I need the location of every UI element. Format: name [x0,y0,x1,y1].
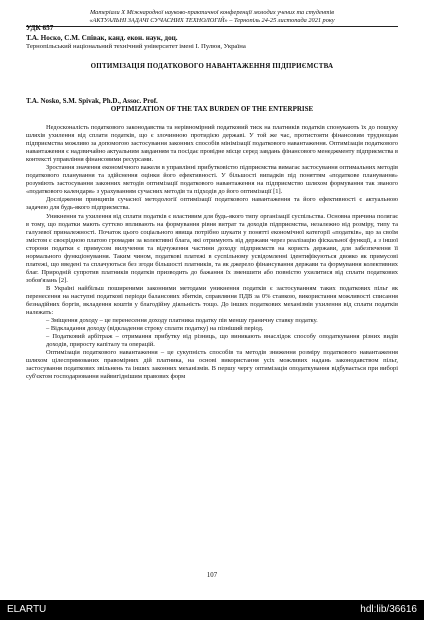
paragraph: Зростання значення економічного важеля в управлінні прибутковістю підприємства вимагає застосування оптимальних методів податкового планування та здійснення оцінки його ефективності. У більшості випадків під поняттям «податкове планування» розуміють застосування законних методів оптимізації податкового навантаження на підприємство шляхом формування так званого «податкового календаря» з урахуванням сучасних методів та підходів до його оптимізації [1]. [26,164,398,196]
paragraph: В Україні найбільш поширеними законними методами уникнення податків є застосуванням таких податкових пільг як перенесення на наступні податкові періоди балансових збитків, справляння ПДВ за 0% ставкою, використання можливості списання безнадійних боргів, вкладення коштів у благодійну діяльність тощо. До інших податкових механізмів ухилення від сплати податків належать: [26,284,398,317]
repository-footer [0,600,424,620]
authors-en: T.A. Nosko, S.M. Spivak, Ph.D., Assoc. Prof. [26,97,158,105]
header-line-2: «АКТУАЛЬНІ ЗАДАЧІ СУЧАСНИХ ТЕХНОЛОГІЙ» – Тернопіль 24-25 листопада 2021 року [89,16,335,24]
paragraph: Дослідження принципів сучасної методології оптимізації податкового навантаження та його ефективності є актуальною задачею для будь-якого підприємства. [26,196,398,212]
list-item: – Зміщення доходу – це перенесення доходу платника податку пів меншу граничну ставку податку. [46,317,318,325]
body-text [26,124,398,382]
paragraph: Уникнення та ухилення від сплати податків є властивим для будь-якого типу організації суспільства. Основна причина полягає в тому, що податки мають суттєво впливають на формування рівня витрат та доходів підприємства, незалежно від розміру, типу та галузевої приналежності. Початок цього соціального явища потрібно шукати у понятті економічної категорії «податків», що за своїм змістом є своєрідною платою громадян за колективні блага, які отримують від держави через реалізацію фіскальної функції, а з іншої сторони податки є примусом вилучення та відчуження частини доходу підприємств на користь держави, для забезпечення її нормального функціонування. Таким чином, податкові платежі в суспільному усвідомленні ідентифікуються двояко як примусові платежі, що введені та сплачуються без згоди більшості платників, та як джерело фінансування держави та формування колективних благ. Природній супротив платників податків призводить до бажання їх зменшити або повністю ухилитися від сплати податкових зобов'язань [2]. [26,212,398,284]
paper-title-ua: ОПТИМІЗАЦІЯ ПОДАТКОВОГО НАВАНТАЖЕННЯ ПІДПРИЄМСТВА [90,62,334,70]
paragraph: Недосконалість податкового законодавства та нерівномірний податковий тиск на платників податків спонукають їх до пошуку шляхів ухилення від сплати податків, що є злочинною протидією державі. У той же час, протистояти фінансовим труднощам підприємства можливо за допомогою застосування законних способів мінімізації податкового навантаження. Оптимізація податкового навантаження є надзвичайно актуальним завданням та посідає провідне місце серед завдань фінансового менеджменту підприємства в контексті управління фінансовими ресурсами. [26,124,398,164]
running-header [0,9,424,24]
paper-title-en: OPTIMIZATION OF THE TAX BURDEN OF THE ENTERPRISE [110,105,314,113]
footer-handle: hdl:lib/36616 [360,604,417,615]
authors-ua: Т.А. Носко, С.М. Співак, канд. екон. наук, доц. [26,34,178,42]
footer-repository-name: ELARTU [7,604,47,615]
paragraph: Оптимізація податкового навантаження – це сукупність способів та методів зниження розміру податкового навантаження шляхом цілеспрямованих правомірних дій платника, на основі використання усіх можливих надань законодавством пільг, застосування податкових звільнень та інших законних механізмів. В першу чергу оптимізація оподаткування відбувається при виборі суб'єктом господарювання найвигіднішим правових форм [26,349,398,381]
header-line-1: Матеріали Х Міжнародної науково-практичної конференції молодих учених та студентів [90,9,334,16]
institution: Тернопільський національний технічний університет імені І. Пулюя, Україна [26,43,246,50]
list-item: – Податковий арбітраж – отримання прибутку від різниць, що виникають внаслідок способу оподаткування різних видів доходів, приросту капіталу та операцій. [46,333,398,349]
udk-code: УДК 657 [26,24,54,32]
list-item: – Відкладання доходу (відкладення строку сплати податку) на пізніший період. [46,325,264,333]
page-number: 107 [206,572,218,579]
